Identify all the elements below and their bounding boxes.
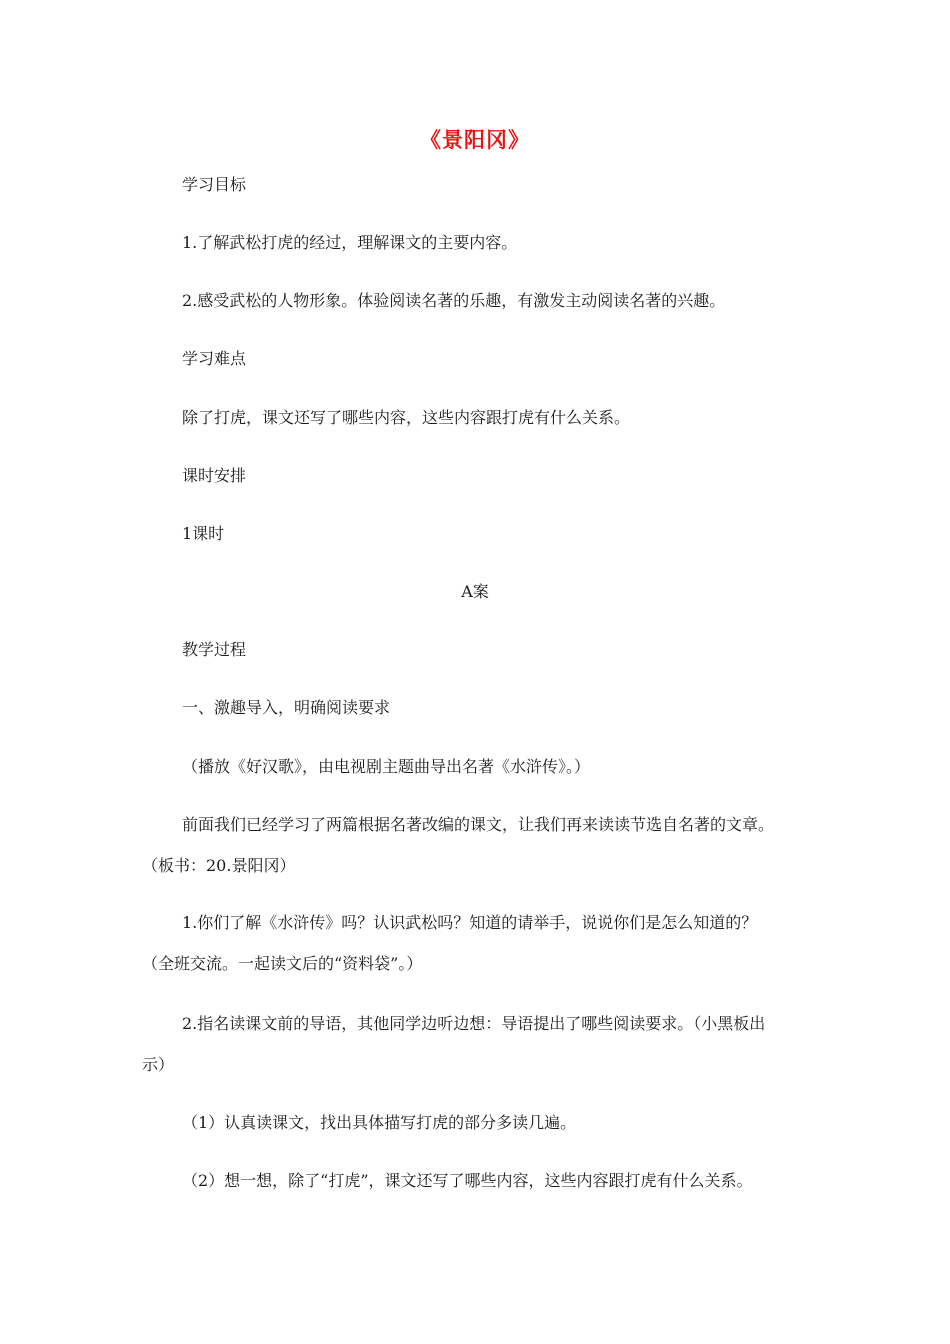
step-1-line-2: （全班交流。一起读文后的“资料袋”。） — [142, 954, 423, 973]
goal-item-1: 1.了解武松打虎的经过，理解课文的主要内容。 — [182, 233, 518, 252]
intro-paragraph-line-2: （板书：20.景阳冈） — [142, 856, 296, 875]
requirement-1: （1）认真读课文，找出具体描写打虎的部分多读几遍。 — [182, 1113, 577, 1132]
step-2-line-1: 2.指名读课文前的导语，其他同学边听边想：导语提出了哪些阅读要求。（小黑板出 — [182, 1014, 766, 1033]
step-1-line-1: 1.你们了解《水浒传》吗？认识武松吗？知道的请举手，说说你们是怎么知道的？ — [182, 913, 758, 932]
section-heading-1: 一、激趣导入，明确阅读要求 — [182, 698, 391, 717]
goal-item-2: 2.感受武松的人物形象。体验阅读名著的乐趣，有激发主动阅读名著的兴趣。 — [182, 291, 726, 310]
difficulty-heading: 学习难点 — [182, 349, 247, 368]
music-paragraph: （播放《好汉歌》，由电视剧主题曲导出名著《水浒传》。） — [182, 757, 591, 776]
goals-heading: 学习目标 — [182, 175, 247, 194]
plan-label: A案 — [461, 582, 489, 601]
schedule-heading: 课时安排 — [182, 466, 247, 485]
step-2-line-2: 示） — [142, 1055, 175, 1074]
intro-paragraph-line-1: 前面我们已经学习了两篇根据名著改编的课文，让我们再来读读节选自名著的文章。 — [182, 815, 775, 834]
requirement-2: （2）想一想，除了“打虎”，课文还写了哪些内容，这些内容跟打虎有什么关系。 — [182, 1171, 753, 1190]
schedule-text: 1课时 — [182, 524, 225, 543]
process-heading: 教学过程 — [182, 640, 247, 659]
document-title: 《景阳冈》 — [420, 128, 530, 152]
difficulty-text: 除了打虎，课文还写了哪些内容，这些内容跟打虎有什么关系。 — [182, 408, 631, 427]
